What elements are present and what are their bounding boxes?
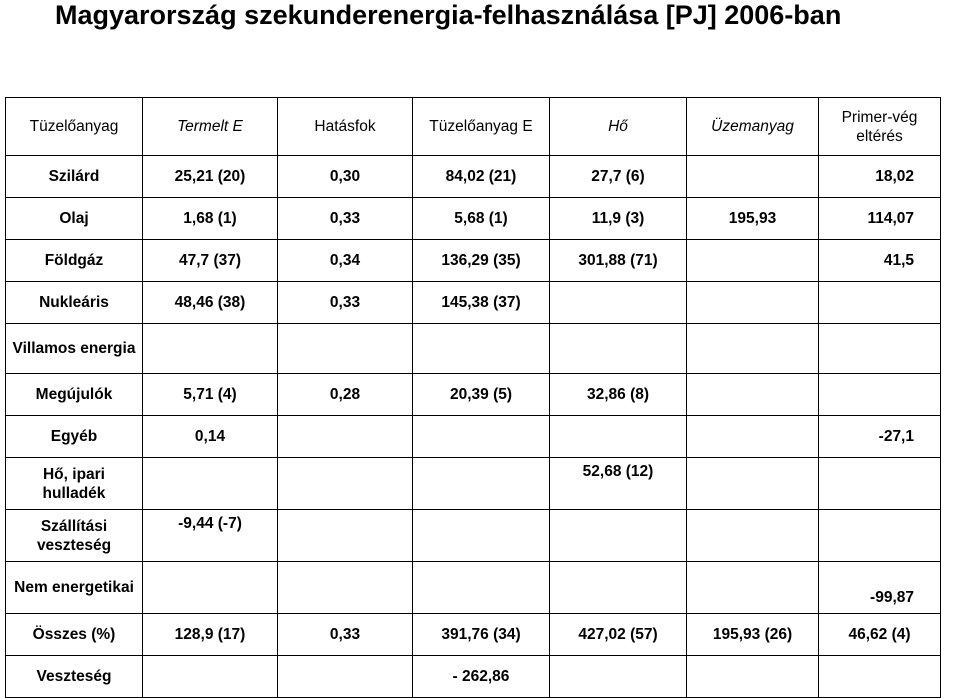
cell-ho: 52,68 (12) xyxy=(550,458,687,510)
cell-uzemanyag xyxy=(687,156,819,198)
cell-hatasfok: 0,30 xyxy=(278,156,413,198)
header-cell-uzemanyag: Üzemanyag xyxy=(687,98,819,156)
row-label: Veszteség xyxy=(6,656,143,698)
cell-ho xyxy=(550,282,687,324)
header-cell-tuzeloanyag: Tüzelőanyag xyxy=(6,98,143,156)
cell-primer-veg-elteres xyxy=(819,458,941,510)
cell-primer-veg-elteres xyxy=(819,374,941,416)
cell-tuzeloanyag-e: 84,02 (21) xyxy=(413,156,550,198)
header-cell-termelt-e: Termelt E xyxy=(143,98,278,156)
row-label: Olaj xyxy=(6,198,143,240)
cell-uzemanyag xyxy=(687,656,819,698)
cell-hatasfok xyxy=(278,510,413,562)
header-cell-primer-veg-elteres: Primer-vég eltérés xyxy=(819,98,941,156)
row-label: Megújulók xyxy=(6,374,143,416)
header-cell-tuzeloanyag-e: Tüzelőanyag E xyxy=(413,98,550,156)
cell-ho xyxy=(550,416,687,458)
cell-hatasfok: 0,33 xyxy=(278,282,413,324)
cell-tuzeloanyag-e xyxy=(413,510,550,562)
cell-ho: 301,88 (71) xyxy=(550,240,687,282)
cell-primer-veg-elteres xyxy=(819,656,941,698)
cell-tuzeloanyag-e: 391,76 (34) xyxy=(413,614,550,656)
cell-primer-veg-elteres xyxy=(819,282,941,324)
cell-uzemanyag xyxy=(687,562,819,614)
header-cell-ho: Hő xyxy=(550,98,687,156)
energy-table xyxy=(5,97,941,698)
cell-ho xyxy=(550,656,687,698)
header-cell-hatasfok: Hatásfok xyxy=(278,98,413,156)
cell-primer-veg-elteres xyxy=(819,324,941,374)
table-row-nem-energetikai xyxy=(6,562,941,614)
cell-ho xyxy=(550,510,687,562)
row-label: Földgáz xyxy=(6,240,143,282)
table-row-megujulok xyxy=(6,374,941,416)
table-row-osszes xyxy=(6,614,941,656)
cell-uzemanyag xyxy=(687,510,819,562)
cell-termelt-e: -9,44 (-7) xyxy=(143,510,278,562)
cell-primer-veg-elteres: -99,87 xyxy=(819,562,941,614)
page-title: Magyarország szekunderenergia-felhasználása [PJ] 2006-ban xyxy=(55,0,842,30)
cell-ho: 11,9 (3) xyxy=(550,198,687,240)
row-label: Szállítási veszteség xyxy=(6,510,143,562)
row-label: Villamos energia xyxy=(6,324,143,374)
cell-primer-veg-elteres xyxy=(819,510,941,562)
cell-uzemanyag xyxy=(687,458,819,510)
cell-hatasfok xyxy=(278,324,413,374)
cell-uzemanyag xyxy=(687,240,819,282)
cell-ho: 27,7 (6) xyxy=(550,156,687,198)
row-label: Hő, ipari hulladék xyxy=(6,458,143,510)
cell-hatasfok xyxy=(278,656,413,698)
cell-uzemanyag xyxy=(687,282,819,324)
table-row-ho-ipari xyxy=(6,458,941,510)
table-row-nuklearis xyxy=(6,282,941,324)
table-row-szilard xyxy=(6,156,941,198)
table-row-foldgaz xyxy=(6,240,941,282)
table-row-egyeb xyxy=(6,416,941,458)
cell-primer-veg-elteres: 46,62 (4) xyxy=(819,614,941,656)
cell-tuzeloanyag-e xyxy=(413,562,550,614)
row-label: Összes (%) xyxy=(6,614,143,656)
cell-uzemanyag: 195,93 xyxy=(687,198,819,240)
cell-uzemanyag xyxy=(687,416,819,458)
cell-hatasfok: 0,33 xyxy=(278,198,413,240)
header-row xyxy=(6,98,941,156)
cell-hatasfok: 0,33 xyxy=(278,614,413,656)
cell-tuzeloanyag-e: 5,68 (1) xyxy=(413,198,550,240)
cell-termelt-e: 47,7 (37) xyxy=(143,240,278,282)
cell-tuzeloanyag-e: 145,38 (37) xyxy=(413,282,550,324)
cell-ho: 427,02 (57) xyxy=(550,614,687,656)
row-label: Egyéb xyxy=(6,416,143,458)
cell-tuzeloanyag-e: 136,29 (35) xyxy=(413,240,550,282)
cell-termelt-e: 25,21 (20) xyxy=(143,156,278,198)
cell-hatasfok: 0,34 xyxy=(278,240,413,282)
cell-hatasfok: 0,28 xyxy=(278,374,413,416)
cell-uzemanyag xyxy=(687,324,819,374)
cell-uzemanyag: 195,93 (26) xyxy=(687,614,819,656)
cell-termelt-e xyxy=(143,458,278,510)
cell-hatasfok xyxy=(278,562,413,614)
cell-termelt-e xyxy=(143,324,278,374)
row-label: Nem energetikai xyxy=(6,562,143,614)
cell-termelt-e: 0,14 xyxy=(143,416,278,458)
cell-termelt-e xyxy=(143,562,278,614)
cell-ho xyxy=(550,562,687,614)
cell-termelt-e: 48,46 (38) xyxy=(143,282,278,324)
cell-termelt-e: 5,71 (4) xyxy=(143,374,278,416)
cell-uzemanyag xyxy=(687,374,819,416)
cell-termelt-e: 128,9 (17) xyxy=(143,614,278,656)
cell-tuzeloanyag-e xyxy=(413,458,550,510)
row-label: Nukleáris xyxy=(6,282,143,324)
table-row-szallitasi xyxy=(6,510,941,562)
row-label: Szilárd xyxy=(6,156,143,198)
cell-primer-veg-elteres: 114,07 xyxy=(819,198,941,240)
cell-primer-veg-elteres: 41,5 xyxy=(819,240,941,282)
cell-tuzeloanyag-e xyxy=(413,416,550,458)
table-row-olaj xyxy=(6,198,941,240)
table-row-veszteseg xyxy=(6,656,941,698)
cell-hatasfok xyxy=(278,416,413,458)
cell-tuzeloanyag-e: 20,39 (5) xyxy=(413,374,550,416)
cell-primer-veg-elteres: -27,1 xyxy=(819,416,941,458)
table-row-villamos xyxy=(6,324,941,374)
cell-primer-veg-elteres: 18,02 xyxy=(819,156,941,198)
cell-ho xyxy=(550,324,687,374)
cell-tuzeloanyag-e xyxy=(413,324,550,374)
cell-hatasfok xyxy=(278,458,413,510)
cell-ho: 32,86 (8) xyxy=(550,374,687,416)
cell-termelt-e xyxy=(143,656,278,698)
cell-tuzeloanyag-e: - 262,86 xyxy=(413,656,550,698)
cell-termelt-e: 1,68 (1) xyxy=(143,198,278,240)
